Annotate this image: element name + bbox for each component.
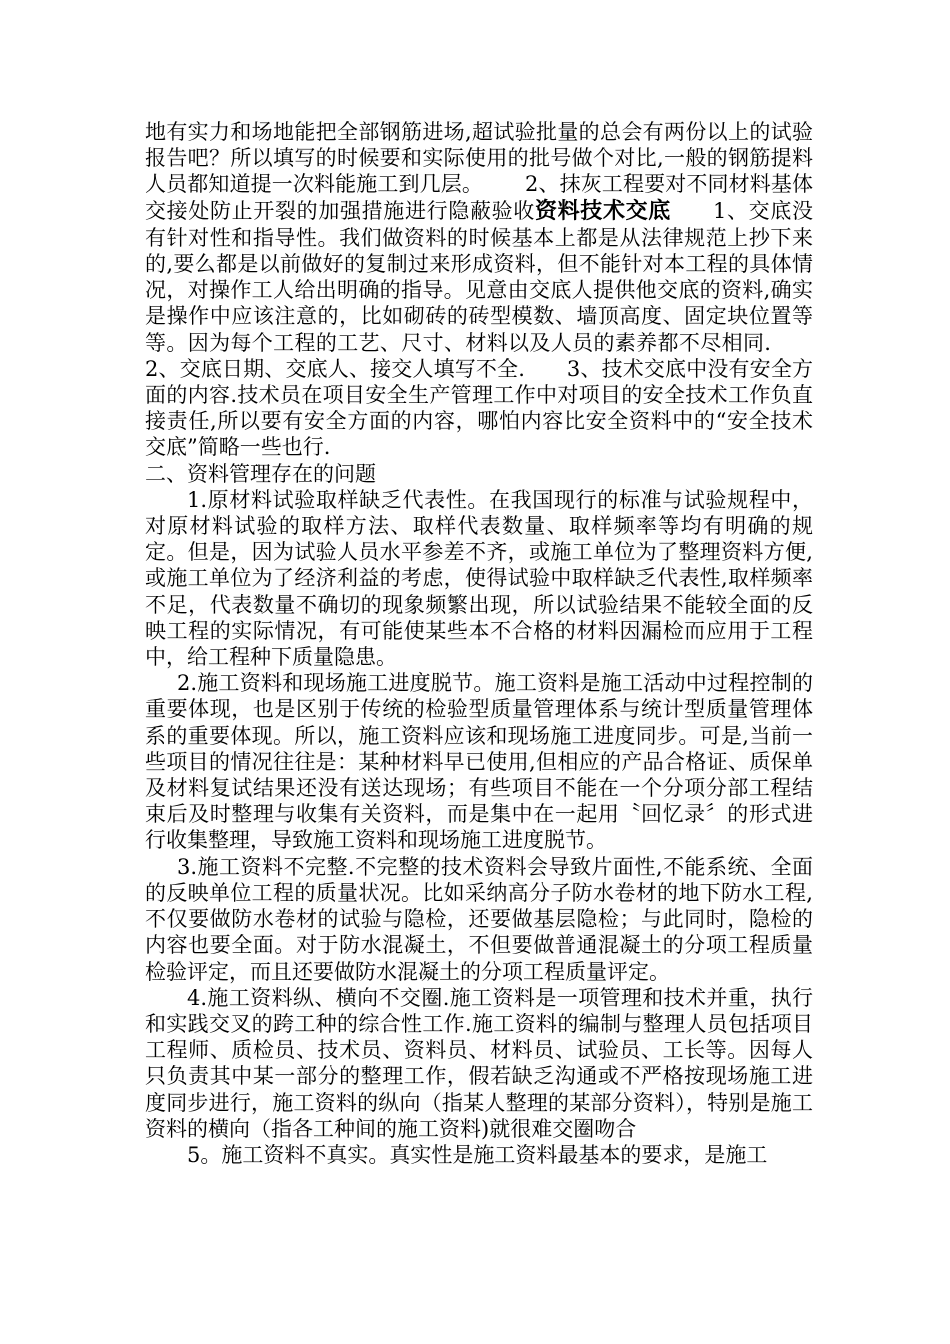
document-page — [145, 119, 813, 1168]
item-4-paragraph: 4.施工资料纵、横向不交圈.施工资料是一项管理和技术并重，执行和实践交叉的跨工种的综合性工作.施工资料的编制与整理人员包括项目工程师、质检员、技术员、资料员、材料员、试验员、工长等。因每人只负责其中某一部分的整理工作，假若缺乏沟通或不严格按现场施工进度同步进行，施工资料的纵向（指某人整理的某部分资料），特别是施工资料的横向（指各工种间的施工资料)就很难交圈吻合 — [145, 985, 813, 1141]
intro-paragraph — [145, 119, 813, 461]
tech-point-1: 1、交底没有针对性和指导性。我们做资料的时候基本上都是从法律规范上抄下来的,要么都是以前做好的复制过来形成资料，但不能针对本工程的具体情况，对操作工人给出明确的指导。见意由交底人提供他交底的资料,确实是操作中应该注意的，比如砌砖的砖型模数、墙顶高度、固定块位置等等。因为每个工程的工艺、尺寸、材料以及人员的素养都不尽相同. — [145, 198, 813, 355]
item-1-paragraph: 1.原材料试验取样缺乏代表性。在我国现行的标准与试验规程中，对原材料试验的取样方法、取样代表数量、取样频率等均有明确的规定。但是，因为试验人员水平参差不齐，或施工单位为了整理资料方便,或施工单位为了经济利益的考虑，使得试验中取样缺乏代表性,取样频率不足，代表数量不确切的现象频繁出现，所以试验结果不能较全面的反映工程的实际情况，有可能使某些本不合格的材料因漏检而应用于工程中，给工程种下质量隐患。 — [145, 487, 813, 670]
section-tech-title: 资料技术交底 — [534, 198, 671, 224]
item-5-paragraph: 5。施工资料不真实。真实性是施工资料最基本的要求，是施工 — [187, 1142, 768, 1167]
item-3-paragraph: 3.施工资料不完整.不完整的技术资料会导致片面性,不能系统、全面的反映单位工程的质量状况。比如采纳高分子防水卷材的地下防水工程,不仅要做防水卷材的试验与隐检，还要做基层隐检；与此同时，隐检的内容也要全面。对于防水混凝土，不但要做普通混凝土的分项工程质量检验评定，而且还要做防水混凝土的分项工程质量评定。 — [145, 854, 813, 984]
tech-point-2: 2、交底日期、交底人、接交人填写不全. — [145, 356, 525, 381]
section-2-heading: 二、资料管理存在的问题 — [145, 461, 376, 486]
tech-point-3: 3、技术交底中没有安全方面的内容.技术员在项目安全生产管理工作中对项目的安全技术工作负直接责任,所以要有安全方面的内容，哪怕内容比安全资料中的“安全技术交底”简略一些也行. — [145, 356, 813, 460]
item-2-paragraph: 2.施工资料和现场施工进度脱节。施工资料是施工活动中过程控制的重要体现，也是区别于传统的检验型质量管理体系与统计型质量管理体系的重要体现。所以，施工资料应该和现场施工进度同步。可是,当前一些项目的情况往往是：某种材料早已使用,但相应的产品合格证、质保单及材料复试结果还没有送达现场；有些项目不能在一个分项分部工程结束后及时整理与收集有关资料，而是集中在一起用〝回忆录〞的形式进行收集整理，导致施工资料和现场施工进度脱节。 — [145, 671, 813, 853]
intro-point-2: 2、抹灰工程要对不同材料基体交接处防止开裂的加强措施进行隐蔽验收 — [145, 172, 813, 223]
intro-text: 地有实力和场地能把全部钢筋进场,超试验批量的总会有两份以上的试验报告吧？所以填写的时候要和实际使用的批号做个对比,一般的钢筋提料人员都知道提一次料能施工到几层。 — [145, 120, 813, 197]
